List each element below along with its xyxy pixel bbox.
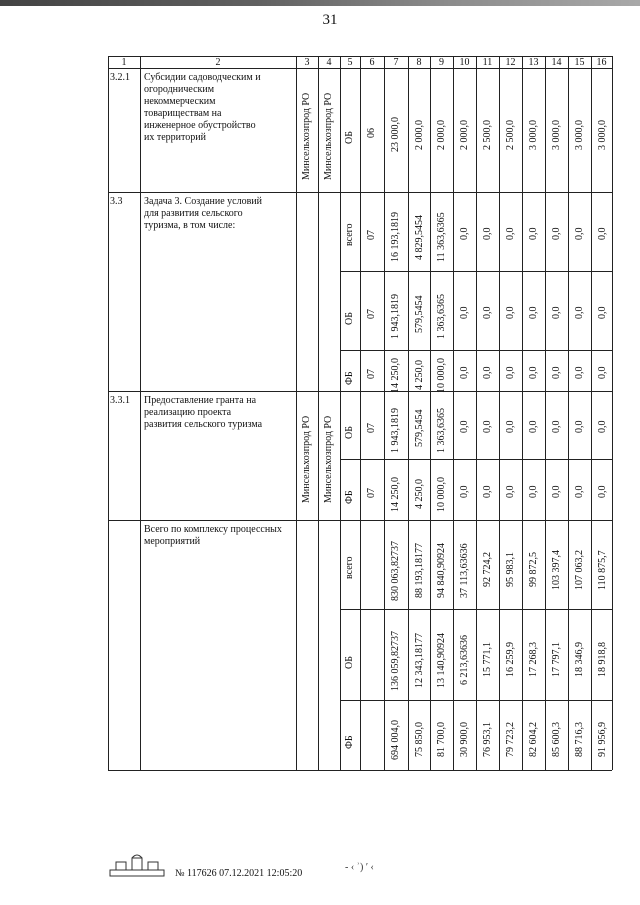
- value-cell: 694 004,0: [390, 720, 401, 761]
- funding-source: ОБ: [344, 131, 355, 144]
- value-cell: 99 872,5: [528, 551, 539, 587]
- value-cell: 3 000,0: [551, 119, 562, 150]
- value-cell: 10 000,0: [436, 476, 447, 512]
- value-cell: 0,0: [505, 227, 516, 240]
- column-number-12: 12: [505, 57, 516, 68]
- value-cell: 0,0: [505, 306, 516, 319]
- value-cell: 3 000,0: [574, 119, 585, 150]
- value-cell: 3 000,0: [528, 119, 539, 150]
- row-name: Всего по комплексу процессных мероприятий: [144, 524, 282, 547]
- funding-source: ФБ: [344, 489, 355, 504]
- column-rule: [340, 56, 341, 770]
- funding-source: ФБ: [344, 370, 355, 385]
- scan-top-edge: [0, 0, 640, 6]
- value-cell: 0,0: [459, 366, 470, 379]
- value-cell: 1 363,6365: [436, 293, 447, 339]
- column-number-13: 13: [528, 57, 539, 68]
- value-cell: 2 000,0: [436, 119, 447, 150]
- column-number-1: 1: [121, 57, 127, 68]
- column-rule: [408, 56, 409, 770]
- header-rule: [108, 68, 612, 69]
- value-cell: 1 943,1819: [390, 293, 401, 339]
- column-rule: [591, 56, 592, 770]
- row-rule: [108, 520, 612, 521]
- value-cell: 0,0: [597, 485, 608, 498]
- value-cell: 1 363,6365: [436, 408, 447, 453]
- column-rule: [384, 56, 385, 770]
- funding-source: ОБ: [344, 311, 355, 325]
- subrow-rule: [340, 271, 612, 272]
- seal-emblem: [108, 852, 166, 878]
- column-number-3: 3: [304, 57, 310, 68]
- value-cell: 17 268,3: [528, 641, 539, 677]
- column-rule: [318, 56, 319, 770]
- column-number-16: 16: [596, 57, 607, 68]
- value-cell: 11 363,6365: [436, 212, 447, 263]
- value-cell: 0,0: [482, 485, 493, 498]
- value-cell: 14 250,0: [390, 357, 401, 393]
- value-cell: 2 000,0: [459, 119, 470, 150]
- column-number-14: 14: [551, 57, 562, 68]
- funding-source: всего: [344, 222, 355, 246]
- funding-source: всего: [344, 555, 355, 579]
- value-cell: 0,0: [459, 420, 470, 434]
- value-cell: 10 000,0: [436, 357, 447, 393]
- executor-col4: Минсельхозпрод РО: [323, 92, 334, 180]
- value-cell: 0,0: [459, 485, 470, 498]
- value-cell: 23 000,0: [390, 117, 401, 153]
- row-name: Предоставление гранта на реализацию проекта развития сельского туризма: [144, 395, 263, 430]
- value-cell: 76 953,1: [482, 722, 493, 758]
- subrow-rule: [340, 350, 612, 351]
- value-cell: 88 193,18177: [414, 543, 425, 599]
- value-cell: 0,0: [574, 227, 585, 240]
- value-cell: 0,0: [459, 227, 470, 240]
- value-cell: 3 000,0: [597, 119, 608, 150]
- value-cell: 0,0: [505, 485, 516, 498]
- column-rule: [453, 56, 454, 770]
- row-name: Задача 3. Создание условий для развития сельского туризма, в том числе:: [144, 196, 263, 231]
- value-cell: 82 604,2: [528, 722, 539, 758]
- column-number-4: 4: [326, 57, 332, 68]
- value-cell: 0,0: [574, 366, 585, 379]
- column-rule: [545, 56, 546, 770]
- value-cell: 0,0: [574, 485, 585, 498]
- row-rule: [108, 192, 612, 193]
- value-cell: 107 063,2: [574, 549, 585, 590]
- value-cell: 0,0: [505, 366, 516, 379]
- column-number-6: 6: [369, 57, 375, 68]
- value-cell: 79 723,2: [505, 722, 516, 758]
- value-cell: 0,0: [528, 420, 539, 434]
- column-number-9: 9: [439, 57, 444, 68]
- column-rule: [499, 56, 500, 770]
- page-number: 31: [322, 12, 338, 28]
- value-cell: 0,0: [528, 366, 539, 379]
- value-cell: 579,5454: [414, 295, 425, 333]
- column-number-5: 5: [347, 57, 353, 68]
- row-number: 3.3.1: [110, 395, 130, 406]
- value-cell: 0,0: [551, 306, 562, 319]
- value-cell: 1 943,1819: [390, 408, 401, 453]
- value-cell: 91 956,9: [597, 722, 608, 758]
- funding-source: ФБ: [344, 735, 355, 749]
- executor-col4: Минсельхозпрод РО: [323, 415, 334, 503]
- value-cell: 0,0: [505, 420, 516, 434]
- row-number: 3.2.1: [110, 72, 130, 83]
- value-cell: 14 250,0: [390, 476, 401, 512]
- value-cell: 4 250,0: [414, 360, 425, 391]
- value-cell: 4 250,0: [414, 479, 425, 510]
- executor-col3: Минсельхозпрод РО: [301, 92, 312, 180]
- column-number-2: 2: [215, 57, 221, 68]
- funding-source: ОБ: [344, 426, 355, 439]
- value-cell: 17 797,1: [551, 641, 562, 677]
- value-cell: 2 500,0: [482, 119, 493, 150]
- column-rule: [296, 56, 297, 770]
- value-cell: 579,5454: [414, 409, 425, 448]
- value-cell: 0,0: [574, 306, 585, 319]
- doc-registration-stamp: № 117626 07.12.2021 12:05:20: [175, 868, 303, 879]
- value-cell: 15 771,1: [482, 641, 493, 677]
- section-code: 07: [366, 229, 377, 240]
- value-cell: 75 850,0: [414, 722, 425, 758]
- value-cell: 16 193,1819: [390, 212, 401, 263]
- value-cell: 0,0: [482, 227, 493, 240]
- value-cell: 0,0: [528, 485, 539, 498]
- subrow-rule: [340, 700, 612, 701]
- value-cell: 95 983,1: [505, 551, 516, 587]
- value-cell: 13 140,90924: [436, 633, 447, 689]
- column-number-10: 10: [459, 57, 470, 68]
- column-rule: [430, 56, 431, 770]
- section-code: 07: [366, 308, 377, 319]
- handwritten-mark: - ‹ ʾ) ʹ ‹: [345, 862, 374, 873]
- value-cell: 0,0: [551, 366, 562, 379]
- value-cell: 0,0: [597, 420, 608, 434]
- value-cell: 2 000,0: [414, 119, 425, 150]
- value-cell: 110 875,7: [597, 550, 608, 590]
- executor-col3: Минсельхозпрод РО: [301, 415, 312, 503]
- value-cell: 136 059,82737: [390, 630, 401, 691]
- value-cell: 0,0: [551, 420, 562, 434]
- table-bottom-rule: [108, 770, 612, 771]
- column-rule: [476, 56, 477, 770]
- row-rule: [108, 391, 612, 392]
- value-cell: 92 724,2: [482, 551, 493, 587]
- value-cell: 0,0: [482, 366, 493, 379]
- subrow-rule: [340, 459, 612, 460]
- value-cell: 0,0: [597, 227, 608, 240]
- value-cell: 830 063,82737: [390, 540, 401, 601]
- value-cell: 4 829,5454: [414, 214, 425, 260]
- value-cell: 94 840,90924: [436, 543, 447, 599]
- value-cell: 0,0: [551, 485, 562, 498]
- value-cell: 18 918,8: [597, 641, 608, 677]
- value-cell: 0,0: [597, 306, 608, 319]
- column-rule: [108, 56, 109, 770]
- value-cell: 103 397,4: [551, 549, 562, 590]
- column-rule: [522, 56, 523, 770]
- section-code: 06: [366, 128, 377, 138]
- row-number: 3.3: [110, 196, 123, 207]
- value-cell: 0,0: [528, 227, 539, 240]
- row-name: Субсидии садоводческим и огородническим некоммерческим товариществам на инженерное обустройство их территорий: [144, 72, 261, 143]
- subrow-rule: [340, 609, 612, 610]
- value-cell: 16 259,9: [505, 641, 516, 677]
- column-rule: [360, 56, 361, 770]
- value-cell: 0,0: [528, 306, 539, 319]
- column-number-15: 15: [574, 57, 585, 68]
- section-code: 07: [366, 423, 377, 433]
- value-cell: 81 700,0: [436, 722, 447, 758]
- value-cell: 0,0: [482, 306, 493, 319]
- funding-source: ОБ: [344, 655, 355, 669]
- value-cell: 88 716,3: [574, 722, 585, 758]
- value-cell: 0,0: [482, 420, 493, 434]
- value-cell: 0,0: [597, 366, 608, 379]
- value-cell: 0,0: [459, 306, 470, 319]
- column-number-7: 7: [393, 57, 399, 68]
- value-cell: 2 500,0: [505, 119, 516, 150]
- value-cell: 30 900,0: [459, 722, 470, 758]
- value-cell: 37 113,63636: [459, 543, 470, 599]
- column-rule: [568, 56, 569, 770]
- section-code: 07: [366, 487, 377, 498]
- value-cell: 0,0: [574, 420, 585, 434]
- column-rule: [612, 56, 613, 770]
- column-rule: [140, 56, 141, 770]
- value-cell: 85 600,3: [551, 722, 562, 758]
- column-number-11: 11: [482, 57, 493, 68]
- column-number-8: 8: [416, 57, 422, 68]
- section-code: 07: [366, 368, 377, 379]
- value-cell: 6 213,63636: [459, 635, 470, 686]
- value-cell: 0,0: [551, 227, 562, 240]
- value-cell: 18 346,9: [574, 641, 585, 677]
- value-cell: 12 343,18177: [414, 633, 425, 689]
